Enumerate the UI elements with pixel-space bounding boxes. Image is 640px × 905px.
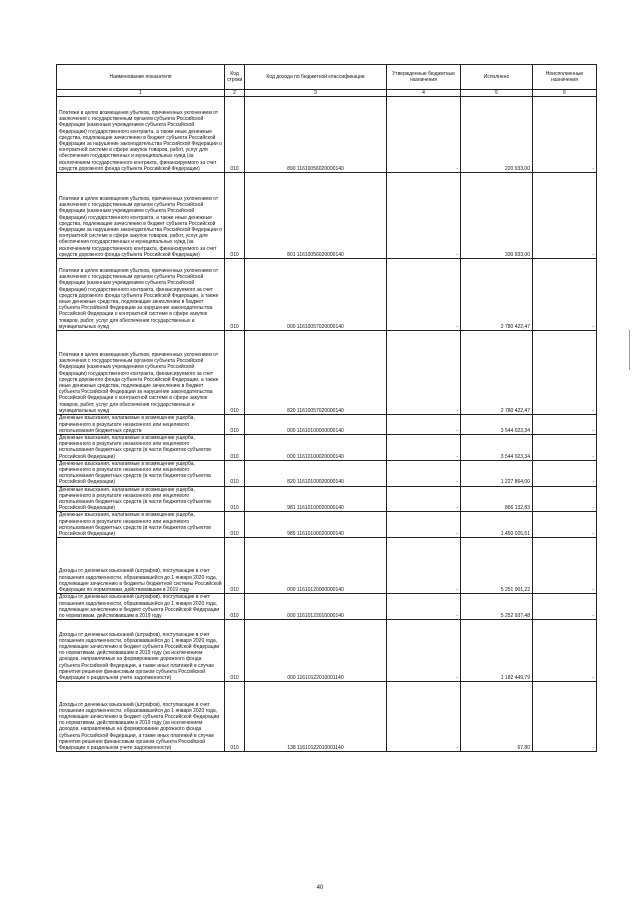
- row-code-cell: 010: [225, 512, 245, 538]
- row-kbk-cell: 820 11610100020000140: [245, 460, 387, 486]
- table-row: [57, 486, 597, 512]
- table-row: [57, 173, 597, 259]
- row-unexecuted-cell: -: [533, 415, 597, 435]
- table-row: [57, 620, 597, 682]
- row-kbk-cell: 801 11610056020000140: [245, 173, 387, 259]
- row-code-cell: 010: [225, 435, 245, 461]
- row-code-cell: 010: [225, 682, 245, 752]
- table-row: [57, 415, 597, 435]
- row-name-cell: Денежные взыскания, налагаемые в возмещение ущерба, причиненного в результате незаконного или нецелевого использования бюджетных средств (в части бюджетов субъектов Российской Федерации): [57, 460, 225, 486]
- table-row: [57, 538, 597, 594]
- row-name-cell: Денежные взыскания, налагаемые в возмещение ущерба, причиненного в результате незаконного или нецелевого использования бюджетных средств (в части бюджетов субъектов Российской Федерации): [57, 435, 225, 461]
- row-unexecuted-cell: -: [533, 682, 597, 752]
- column-header: Утвержденные бюджетные назначения: [387, 65, 461, 90]
- table-row: [57, 331, 597, 415]
- row-executed-cell: 1 227 864,00: [461, 460, 533, 486]
- row-kbk-cell: 000 11610122010000140: [245, 594, 387, 620]
- row-name-cell: Денежные взыскания, налагаемые в возмещение ущерба, причиненного в результате незаконного или нецелевого использования бюджетных средств (в части бюджетов субъектов Российской Федерации): [57, 486, 225, 512]
- row-kbk-cell: 890 11610056020000140: [245, 97, 387, 173]
- row-code-cell: 010: [225, 259, 245, 331]
- row-unexecuted-cell: -: [533, 460, 597, 486]
- column-header: Код дохода по бюджетной классификации: [245, 65, 387, 90]
- row-executed-cell: 1 450 026,51: [461, 512, 533, 538]
- row-name-cell: Доходы от денежных взысканий (штрафов), поступающие в счет погашения задолженности, образовавшейся до 1 января 2020 года, подлежащие зачислению в бюджеты бюджетной системы Российской Федерации по нормативам, действовавшим в 2019 году: [57, 538, 225, 594]
- column-number: 5: [461, 90, 533, 97]
- column-number: 4: [387, 90, 461, 97]
- row-approved-cell: -: [387, 460, 461, 486]
- table-row: [57, 594, 597, 620]
- scan-artifact-line: [629, 330, 630, 370]
- row-kbk-cell: 138 11610122010001140: [245, 682, 387, 752]
- row-code-cell: 010: [225, 538, 245, 594]
- column-header: Исполнено: [461, 65, 533, 90]
- row-approved-cell: -: [387, 331, 461, 415]
- row-code-cell: 010: [225, 173, 245, 259]
- column-number: 1: [57, 90, 225, 97]
- row-unexecuted-cell: -: [533, 97, 597, 173]
- row-approved-cell: -: [387, 512, 461, 538]
- row-executed-cell: 2 780 422,47: [461, 331, 533, 415]
- table-row: [57, 435, 597, 461]
- row-approved-cell: -: [387, 682, 461, 752]
- row-executed-cell: 330 933,00: [461, 173, 533, 259]
- row-name-cell: Платежи в целях возмещения убытков, причиненных уклонением от заключения с государственным органом субъекта Российской Федерации (казенным учреждением субъекта Российской Федерации) государственного контракта, а также иные денежные средства, подлежащие зачислению в бюджет субъекта Российской Федерации за нарушение законодательства Российской Федерации о контрактной системе в сфере закупок товаров, работ, услуг для обеспечения государственных и муниципальных нужд (за исключением государственного контракта, финансируемого за счет средств дорожного фонда субъекта Российской Федерации): [57, 173, 225, 259]
- row-executed-cell: 3 544 023,34: [461, 415, 533, 435]
- row-approved-cell: -: [387, 415, 461, 435]
- row-kbk-cell: 000 11610100000000140: [245, 415, 387, 435]
- row-executed-cell: 67,80: [461, 682, 533, 752]
- table-header-row: [57, 65, 597, 90]
- column-header: Наименование показателя: [57, 65, 225, 90]
- row-code-cell: 010: [225, 415, 245, 435]
- row-name-cell: Платежи в целях возмещения убытков, причиненных уклонением от заключения с государственным органом субъекта Российской Федерации (казенным учреждением субъекта Российской Федерации) государственного контракта, а также иные денежные средства, подлежащие зачислению в бюджет субъекта Российской Федерации за нарушение законодательства Российской Федерации о контрактной системе в сфере закупок товаров, работ, услуг для обеспечения государственных и муниципальных нужд (за исключением государственного контракта, финансируемого за счет средств дорожного фонда субъекта Российской Федерации): [57, 97, 225, 173]
- row-unexecuted-cell: -: [533, 173, 597, 259]
- row-unexecuted-cell: -: [533, 259, 597, 331]
- row-kbk-cell: 985 11610100020000140: [245, 512, 387, 538]
- table-row: [57, 259, 597, 331]
- revenue-table: [56, 64, 597, 752]
- table-row: [57, 460, 597, 486]
- table-row: [57, 512, 597, 538]
- row-code-cell: 010: [225, 331, 245, 415]
- row-name-cell: Доходы от денежных взысканий (штрафов), поступающие в счет погашения задолженности, образовавшейся до 1 января 2020 года, подлежащие зачислению в бюджет субъекта Российской Федерации по нормативам, действовавшим в 2019 году (за исключением доходов, направляемых на формирование дорожного фонда субъекта Российской Федерации, а также иных платежей в случае принятия решения финансовым органом субъекта Российской Федерации о раздельном учете задолженности): [57, 620, 225, 682]
- row-name-cell: Доходы от денежных взысканий (штрафов), поступающие в счет погашения задолженности, образовавшейся до 1 января 2020 года, подлежащие зачислению в бюджет субъекта Российской Федерации по нормативам, действовавшим в 2019 году (за исключением доходов, направляемых на формирование дорожного фонда субъекта Российской Федерации, а также иных платежей в случае принятия решения финансовым органом субъекта Российской Федерации о раздельном учете задолженности): [57, 682, 225, 752]
- row-name-cell: Платежи в целях возмещения убытков, причиненных уклонением от заключения с государственным органом субъекта Российской Федерации (казенным учреждением субъекта Российской Федерации) государственного контракта, финансируемого за счет средств дорожного фонда субъекта Российской Федерации, а также иные денежные средства, подлежащие зачислению в бюджет субъекта Российской Федерации за нарушение законодательства Российской Федерации о контрактной системе в сфере закупок товаров, работ, услуг для обеспечения государственных и муниципальных нужд: [57, 331, 225, 415]
- column-header: Код строки: [225, 65, 245, 90]
- row-unexecuted-cell: -: [533, 512, 597, 538]
- row-unexecuted-cell: -: [533, 620, 597, 682]
- row-executed-cell: 2 780 422,47: [461, 259, 533, 331]
- row-approved-cell: -: [387, 435, 461, 461]
- row-executed-cell: 1 182 449,79: [461, 620, 533, 682]
- row-approved-cell: -: [387, 173, 461, 259]
- row-code-cell: 010: [225, 594, 245, 620]
- row-name-cell: Доходы от денежных взысканий (штрафов), поступающие в счет погашения задолженности, образовавшейся до 1 января 2020 года, подлежащие зачислению в бюджет субъекта Российской Федерации по нормативам, действовавшим в 2019 году: [57, 594, 225, 620]
- column-number: 2: [225, 90, 245, 97]
- row-approved-cell: -: [387, 538, 461, 594]
- page-number: 40: [316, 885, 324, 891]
- table-row: [57, 97, 597, 173]
- row-code-cell: 010: [225, 486, 245, 512]
- row-name-cell: Денежные взыскания, налагаемые в возмещение ущерба, причиненного в результате незаконного или нецелевого использования бюджетных средств: [57, 415, 225, 435]
- row-executed-cell: 3 544 023,34: [461, 435, 533, 461]
- row-unexecuted-cell: -: [533, 594, 597, 620]
- column-number: 6: [533, 90, 597, 97]
- row-code-cell: 010: [225, 620, 245, 682]
- row-code-cell: 010: [225, 460, 245, 486]
- row-code-cell: 010: [225, 97, 245, 173]
- column-number: 3: [245, 90, 387, 97]
- row-kbk-cell: 981 11610100020000140: [245, 486, 387, 512]
- table-row: [57, 682, 597, 752]
- row-executed-cell: 5 251 901,22: [461, 538, 533, 594]
- row-kbk-cell: 000 11610122010001140: [245, 620, 387, 682]
- row-name-cell: Денежные взыскания, налагаемые в возмещение ущерба, причиненного в результате незаконного или нецелевого использования бюджетных средств (в части бюджетов субъектов Российской Федерации): [57, 512, 225, 538]
- column-number-row: [57, 90, 597, 97]
- row-kbk-cell: 000 11610100020000140: [245, 435, 387, 461]
- row-approved-cell: -: [387, 97, 461, 173]
- row-unexecuted-cell: -: [533, 538, 597, 594]
- row-name-cell: Платежи в целях возмещения убытков, причиненных уклонением от заключения с государственным органом субъекта Российской Федерации (казенным учреждением субъекта Российской Федерации) государственного контракта, финансируемого за счет средств дорожного фонда субъекта Российской Федерации, а также иные денежные средства, подлежащие зачислению в бюджет субъекта Российской Федерации за нарушение законодательства Российской Федерации о контрактной системе в сфере закупок товаров, работ, услуг для обеспечения государственных и муниципальных нужд: [57, 259, 225, 331]
- row-approved-cell: -: [387, 594, 461, 620]
- row-kbk-cell: 000 11610057020000140: [245, 259, 387, 331]
- row-unexecuted-cell: -: [533, 331, 597, 415]
- row-unexecuted-cell: -: [533, 435, 597, 461]
- row-kbk-cell: 820 11610057020000140: [245, 331, 387, 415]
- row-executed-cell: 220 933,00: [461, 97, 533, 173]
- column-header: Неисполненные назначения: [533, 65, 597, 90]
- row-executed-cell: 866 132,83: [461, 486, 533, 512]
- row-approved-cell: -: [387, 486, 461, 512]
- row-approved-cell: -: [387, 620, 461, 682]
- table-body: [57, 97, 597, 752]
- row-approved-cell: -: [387, 259, 461, 331]
- row-kbk-cell: 000 11610120000000140: [245, 538, 387, 594]
- row-unexecuted-cell: -: [533, 486, 597, 512]
- row-executed-cell: 5 252 937,48: [461, 594, 533, 620]
